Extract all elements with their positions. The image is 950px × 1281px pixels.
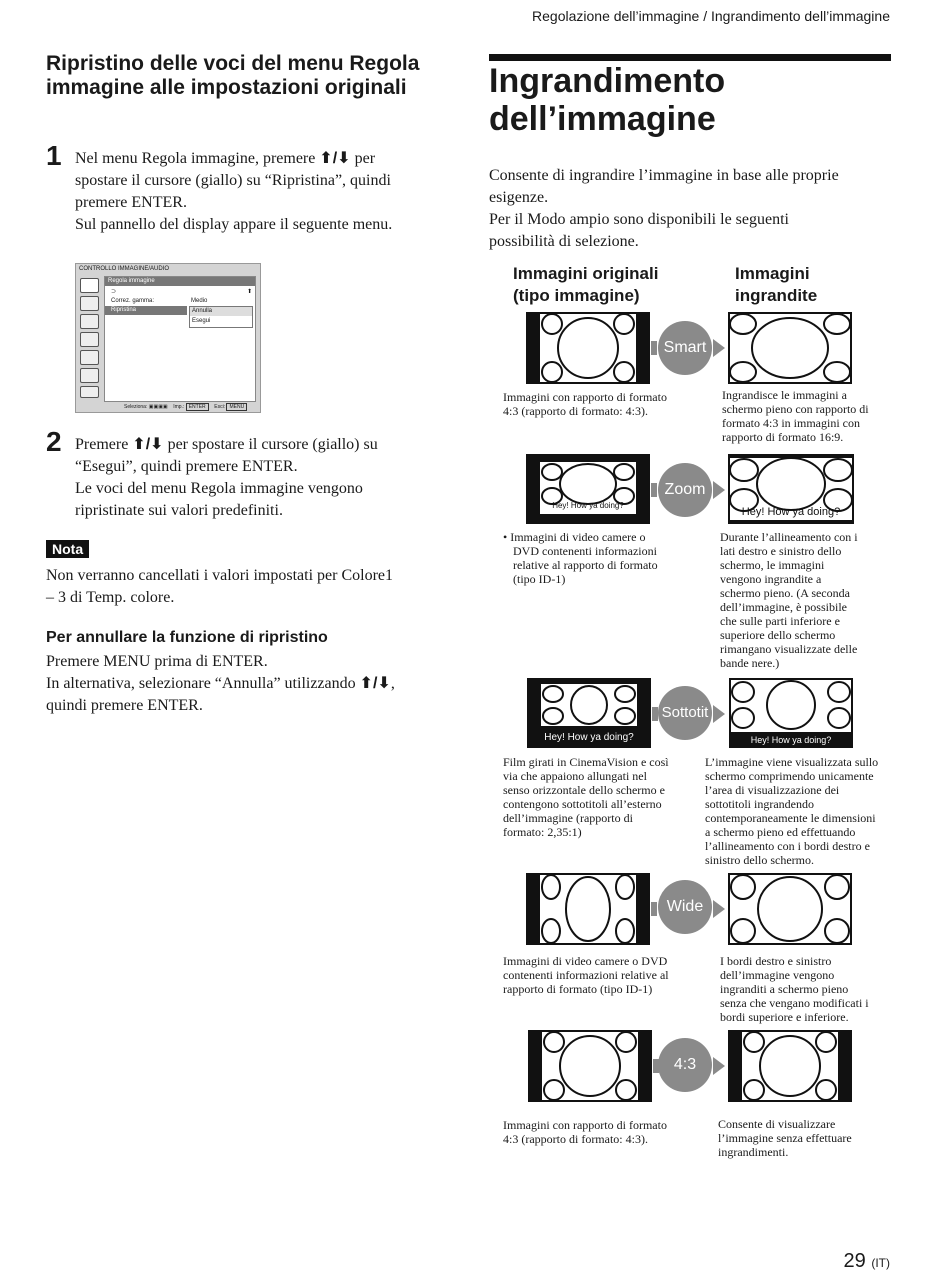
info-icon	[80, 386, 99, 398]
gamma-value: Medio	[191, 298, 208, 304]
up-down-arrow-icon: ⬆/⬇	[359, 675, 391, 692]
smart-original-desc: Immagini con rapporto di formato 4:3 (rapporto di formato: 4:3).	[503, 390, 667, 418]
zoom-subtitle-large: Hey! How ya doing?	[741, 506, 841, 518]
picture-icon	[80, 278, 99, 293]
screen-icon	[80, 314, 99, 329]
wide-enlarged-image	[728, 873, 852, 945]
section-heading-reset: Ripristino delle voci del menu Regola immagine alle impostazioni originali	[46, 52, 420, 99]
sottotit-original-image	[527, 678, 651, 748]
menu-footer: Seleziona: ▣▣▣▣ Imp.: ENTER Esci: MENU	[124, 404, 247, 410]
nota-text: Non verranno cancellati i valori impostati per Colore1 – 3 di Temp. colore.	[46, 567, 393, 606]
zoom-enlarged-image	[728, 454, 854, 524]
cancel-heading: Per annullare la funzione di ripristino	[46, 629, 328, 646]
setup-icon	[80, 332, 99, 347]
wide-enlarged-desc: I bordi destro e sinistro dell’immagine vengono ingranditi a schermo pieno senza che vengano modificati i bordi superiore e inferiore.	[720, 954, 869, 1024]
reset-options: Annulla Esegui	[189, 306, 253, 328]
sottotit-enlarged-desc: L’immagine viene visualizzata sullo schermo comprimendo unicamente l’area di visualizzazione dei sottotitoli ingrandendo contemporaneamente le dimensioni a schermo pieno ed effettuando l’allineamento con i bordi destro e sinistro dello schermo.	[705, 755, 879, 867]
43-original-desc: Immagini con rapporto di formato 4:3 (rapporto di formato: 4:3).	[503, 1118, 667, 1146]
sottotit-mode-badge: Sottotit	[658, 686, 712, 740]
up-down-arrow-icon: ⬆/⬇	[319, 150, 351, 167]
arrow-tail	[651, 902, 657, 916]
breadcrumb: Regolazione dell’immagine / Ingrandimento dell’immagine	[532, 8, 890, 24]
step-number-2: 2	[46, 426, 62, 457]
column-head-original: Immagini originali (tipo immagine)	[513, 264, 659, 305]
cancel-text: Premere MENU prima di ENTER. In alternativa, selezionare “Annulla” utilizzando ⬆/⬇, quindi premere ENTER.	[46, 653, 395, 714]
page-number: 29 (IT)	[843, 1250, 890, 1272]
smart-original-image	[526, 312, 650, 384]
menu-panel	[104, 276, 256, 402]
arrow-right-icon	[713, 339, 725, 357]
input-icon	[80, 350, 99, 365]
zoom-original-image	[526, 454, 650, 524]
arrow-tail	[651, 483, 657, 497]
sottotit-subtitle-small: Hey! How ya doing?	[544, 732, 634, 743]
arrow-right-icon	[713, 481, 725, 499]
sottotit-subtitle-large: Hey! How ya doing?	[750, 735, 832, 745]
intro-text: Consente di ingrandire l’immagine in base alle proprie esigenze. Per il Modo ampio sono disponibili le seguenti possibilità di selezione.	[489, 167, 839, 250]
wide-original-desc: Immagini di video camere o DVD contenenti informazioni relative al rapporto di formato (tipo ID-1)	[503, 954, 669, 996]
zoom-original-desc: • Immagini di video camere o DVD contenenti informazioni relative al rapporto di formato (tipo ID-1)	[503, 530, 658, 586]
43-enlarged-desc: Consente di visualizzare l’immagine senza effettuare ingrandimenti.	[718, 1117, 852, 1159]
arrow-tail	[651, 341, 657, 355]
function-icon	[80, 368, 99, 383]
step-2-text: Premere ⬆/⬇ per spostare il cursore (giallo) su “Esegui”, quindi premere ENTER. Le voci del menu Regola immagine vengono ripristinate sui valori predefiniti.	[75, 436, 378, 519]
up-down-arrow-icon: ⬆/⬇	[132, 436, 164, 453]
menu-title: CONTROLLO IMMAGINE/AUDIO	[79, 266, 170, 272]
step-number-1: 1	[46, 140, 62, 171]
arrow-right-icon	[713, 900, 725, 918]
sottotit-enlarged-image	[729, 678, 853, 748]
zoom-mode-badge: Zoom	[658, 463, 712, 517]
nota-label: Nota	[46, 540, 89, 558]
43-original-image	[528, 1030, 652, 1102]
section-heading-zoom: Ingrandimento dell’immagine	[489, 62, 726, 138]
return-icon: ⊃	[111, 289, 117, 295]
reset-item: Ripristina	[105, 306, 187, 315]
zoom-subtitle-small: Hey! How ya doing?	[552, 501, 624, 510]
audio-icon	[80, 296, 99, 311]
43-mode-badge: 4:3	[658, 1038, 712, 1092]
column-head-enlarged: Immagini ingrandite	[735, 264, 818, 305]
wide-original-image	[526, 873, 650, 945]
sottotit-original-desc: Film girati in CinemaVision e così via che appaiono allungati nel senso orizzontale dello schermo e contengono sottotitoli all’esterno dell’immagine (rapporto di formato: 2,35:1)	[503, 755, 669, 839]
smart-mode-badge: Smart	[658, 321, 712, 375]
smart-enlarged-desc: Ingrandisce le immagini a schermo pieno con rapporto di formato 4:3 in immagini con rapporto di formato 16:9.	[722, 388, 869, 444]
arrow-right-icon	[713, 1057, 725, 1075]
wide-mode-badge: Wide	[658, 880, 712, 934]
section-rule	[489, 54, 891, 61]
43-enlarged-image	[728, 1030, 852, 1102]
smart-enlarged-image	[728, 312, 852, 384]
up-arrow-icon: ⬆	[246, 289, 252, 295]
arrow-right-icon	[713, 705, 725, 723]
gamma-label: Correz. gamma:	[111, 298, 155, 304]
zoom-enlarged-desc: Durante l’allineamento con i lati destro e sinistro dello schermo, le immagini vengono ingrandite a schermo pieno. (A seconda dell’immagine, è possibile che sulle parti inferiore e superiore dello schermo rimangano visualizzate delle bande nere.)	[720, 530, 858, 670]
step-1-text: Nel menu Regola immagine, premere ⬆/⬇ per spostare il cursore (giallo) su “Ripristina”, quindi premere ENTER. Sul pannello del display appare il seguente menu.	[75, 150, 393, 233]
menu-screenshot	[75, 263, 261, 413]
menu-header: Regola immagine	[105, 277, 255, 286]
